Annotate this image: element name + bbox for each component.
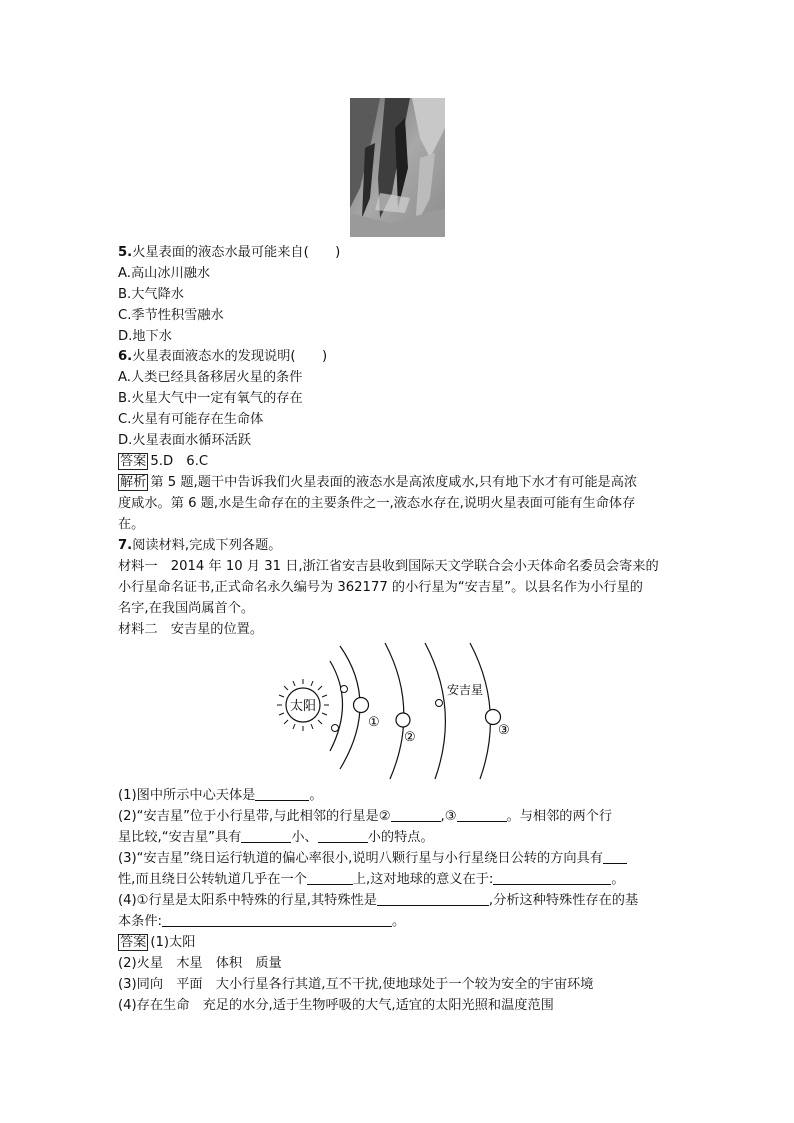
analysis-text-1: 第 5 题,题干中告诉我们火星表面的液态水是高浓度咸水,只有地下水才有可能是高浓 — [150, 475, 638, 490]
anji-star-position-diagram — [270, 641, 530, 781]
answer-7-text-1: (1)太阳 — [150, 935, 196, 950]
anji-star-label: 安吉星 — [447, 683, 484, 697]
blank-2c[interactable] — [241, 828, 291, 843]
q7-sub-1-text: (1)图中所示中心天体是 — [118, 788, 256, 803]
q6-stem — [118, 347, 327, 366]
q7-sub-4-line-2 — [118, 912, 405, 931]
q7-sub-3-text-c: 上,这对地球的意义在于: — [352, 872, 494, 887]
q7-sub-3-text-d: 。 — [611, 872, 625, 887]
blank-1[interactable] — [255, 786, 309, 801]
q6-option-b: B.火星大气中一定有氧气的存在 — [118, 391, 303, 406]
answer-7-tag: 答案 — [120, 935, 147, 950]
q7-sub-2-line-2 — [118, 828, 434, 847]
blank-2d[interactable] — [318, 828, 368, 843]
answer-tag: 答案 — [120, 454, 147, 469]
analysis-line-2: 度咸水。第 6 题,水是生命存在的主要条件之一,液态水存在,说明火星表面可能有生命体存 — [118, 496, 636, 511]
q7-sub-2-text-c: 。与相邻的两个行 — [506, 809, 613, 824]
q7-sub-4-text-d: 。 — [392, 914, 406, 929]
material-1-line-1: 材料一 2014 年 10 月 31 日,浙江省安吉县收到国际天文学联合会小天体命名委员会寄来的 — [118, 559, 659, 574]
answer-5-6-text: 5.D 6.C — [150, 454, 209, 469]
q6-option-a: A.人类已经具备移居火星的条件 — [118, 370, 303, 385]
q7-sub-2-line-1 — [118, 807, 612, 826]
material-2: 材料二 安吉星的位置。 — [118, 622, 264, 637]
blank-4b[interactable] — [162, 912, 392, 927]
q7-stem — [118, 536, 281, 555]
q7-sub-4-text-c: 本条件: — [118, 914, 163, 929]
material-1-line-3: 名字,在我国尚属首个。 — [118, 601, 255, 616]
q5-option-b: B.大气降水 — [118, 287, 184, 302]
planet-venus — [332, 725, 339, 732]
q7-sub-3-text-a: (3)“安吉星”绕日运行轨道的偏心率很小,说明八颗行星与小行星绕日公转的方向具有 — [118, 851, 603, 866]
planet-1 — [354, 698, 369, 713]
q7-sub-2-text-d: 星比较,“安吉星”具有 — [118, 830, 242, 845]
q5-text: 火星表面的液态水最可能来自( ) — [132, 245, 341, 260]
q7-sub-3-text-b: 性,而且绕日公转轨道几乎在一个 — [118, 872, 307, 887]
q6-number: 6. — [118, 349, 133, 364]
planet-3-label: ③ — [498, 723, 510, 738]
q7-sub-2-text-b: ,③ — [440, 809, 457, 824]
material-1-line-2: 小行星命名证书,正式命名永久编号为 362177 的小行星为“安吉星”。以县名作为小行星的 — [118, 580, 643, 595]
q7-sub-4-line-1 — [118, 891, 638, 910]
q5-stem — [118, 243, 340, 262]
blank-2a[interactable] — [391, 807, 441, 822]
q7-sub-1-end: 。 — [309, 788, 323, 803]
q6-text: 火星表面液态水的发现说明( ) — [132, 349, 328, 364]
answer-7-line-2: (2)火星 木星 体积 质量 — [118, 956, 282, 971]
anji-star-asteroid — [436, 700, 443, 707]
q6-option-c: C.火星有可能存在生命体 — [118, 412, 264, 427]
orbit-1 — [330, 661, 343, 751]
sun-label: 太阳 — [289, 699, 317, 714]
blank-3b[interactable] — [307, 870, 353, 885]
orbit-4 — [470, 643, 490, 779]
q7-sub-3-line-2 — [118, 870, 625, 889]
planet-mercury — [341, 686, 348, 693]
q7-number: 7. — [118, 538, 133, 553]
q5-option-a: A.高山冰川融水 — [118, 266, 211, 281]
blank-3c[interactable] — [493, 870, 611, 885]
answer-7-line-1 — [118, 933, 195, 952]
planet-2 — [396, 713, 410, 727]
q7-sub-4-text-a: (4)①行星是太阳系中特殊的行星,其特殊性是 — [118, 893, 377, 908]
q7-sub-1 — [118, 786, 323, 805]
q7-text: 阅读材料,完成下列各题。 — [132, 538, 282, 553]
mars-surface-photo — [350, 98, 445, 237]
blank-2b[interactable] — [457, 807, 507, 822]
q7-sub-4-text-b: ,分析这种特殊性存在的基 — [488, 893, 639, 908]
q6-option-d: D.火星表面水循环活跃 — [118, 433, 252, 448]
blank-3a[interactable] — [603, 849, 627, 864]
q5-option-d: D.地下水 — [118, 329, 172, 344]
planet-1-label: ① — [368, 715, 380, 730]
orbit-3 — [385, 643, 404, 779]
blank-4a[interactable] — [377, 891, 489, 906]
q7-sub-2-text-e: 小、 — [291, 830, 318, 845]
orbit-asteroid — [425, 643, 445, 779]
sun-icon — [277, 679, 329, 731]
planet-2-label: ② — [404, 730, 416, 745]
answer-5-6 — [118, 452, 208, 471]
q7-sub-3-line-1 — [118, 849, 627, 868]
analysis-line-3: 在。 — [118, 517, 145, 532]
q7-sub-2-text-a: (2)“安吉星”位于小行星带,与此相邻的行星是② — [118, 809, 391, 824]
q5-number: 5. — [118, 245, 133, 260]
analysis-line-1 — [118, 473, 637, 492]
answer-7-line-4: (4)存在生命 充足的水分,适于生物呼吸的大气,适宜的太阳光照和温度范围 — [118, 998, 554, 1013]
q5-option-c: C.季节性积雪融水 — [118, 308, 224, 323]
analysis-tag: 解析 — [120, 475, 147, 490]
answer-7-line-3: (3)同向 平面 大小行星各行其道,互不干扰,使地球处于一个较为安全的宇宙环境 — [118, 977, 594, 992]
q7-sub-2-text-f: 小的特点。 — [367, 830, 434, 845]
